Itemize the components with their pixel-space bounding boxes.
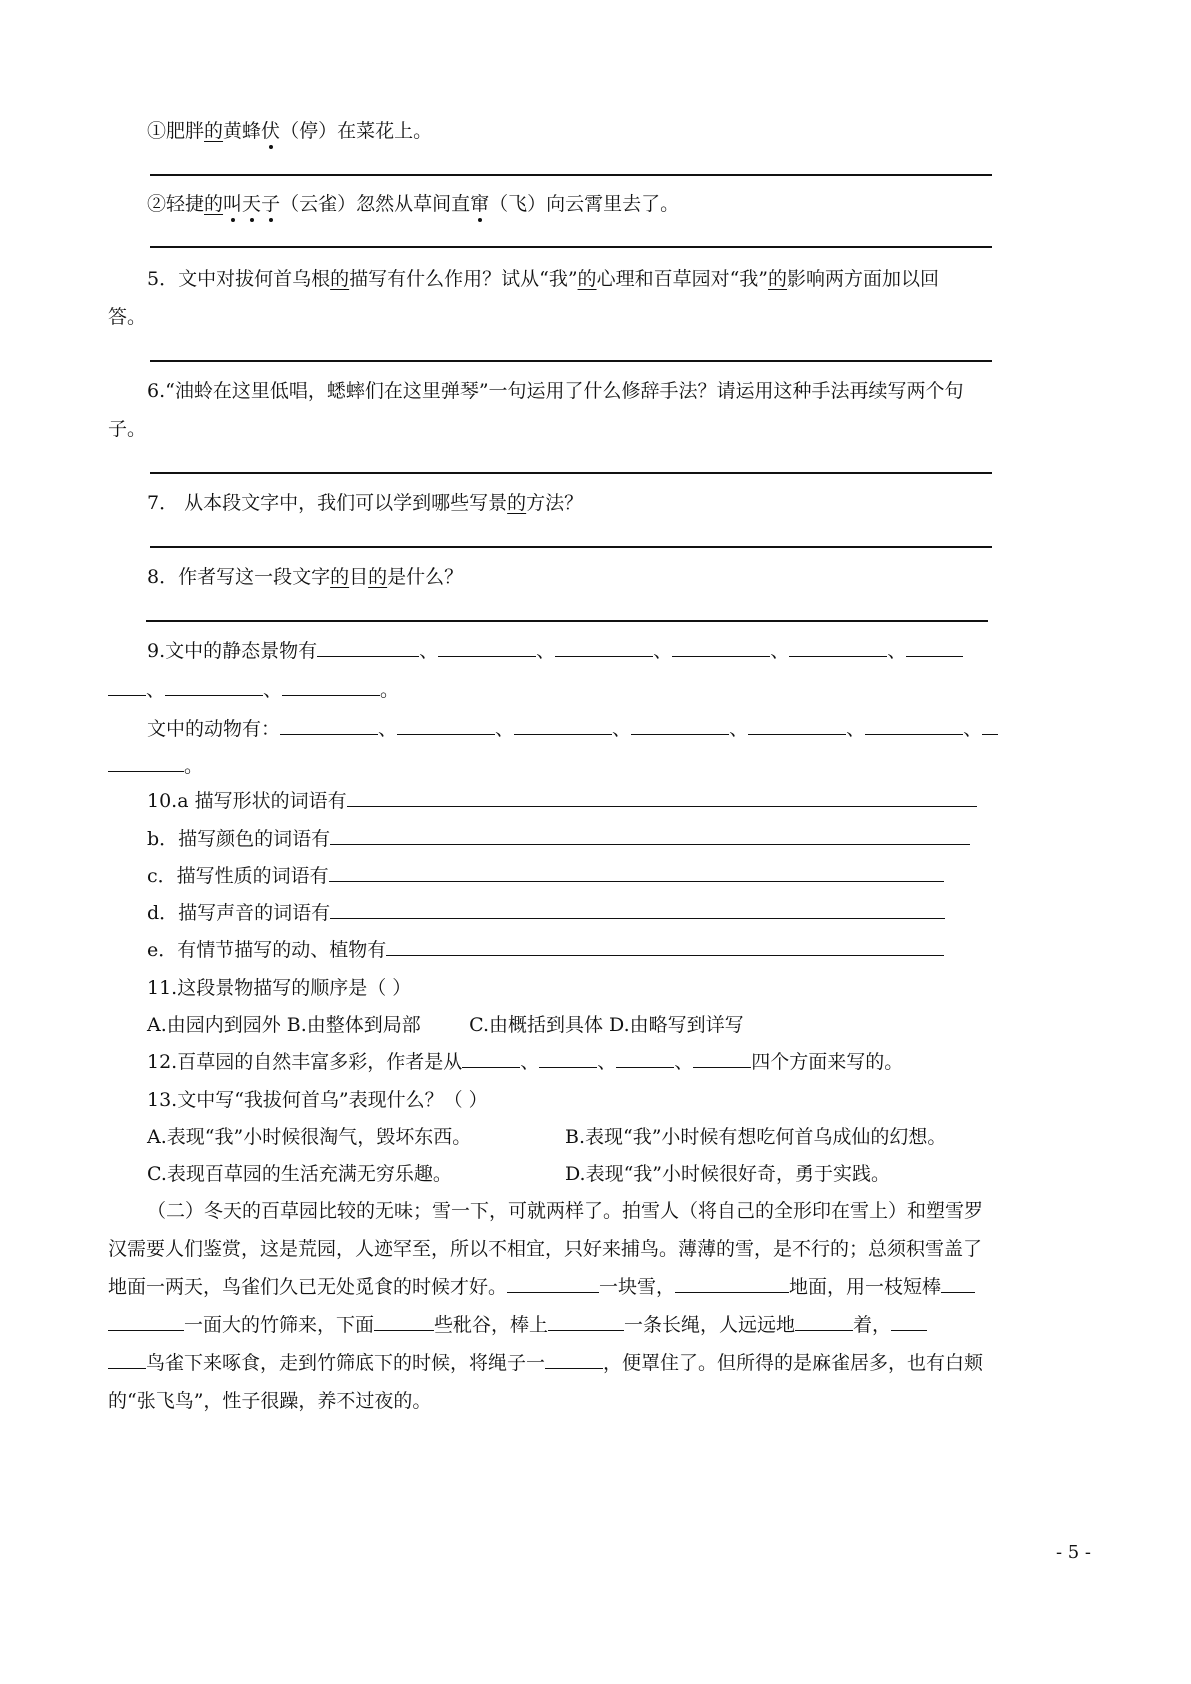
question-5-continued: 答。 (108, 306, 147, 328)
q4-sentence-1: ①肥胖的黄蜂伏（停）在菜花上。 (147, 120, 433, 142)
blank-field[interactable] (555, 638, 653, 657)
question-12: 12.百草园的自然丰富多彩，作者是从 、 、 、 四个方面来写的。 (147, 1051, 904, 1073)
blank-field[interactable] (672, 638, 770, 657)
question-9-animals: 文中的动物有： 、 、 、 、 、 、 (147, 716, 998, 742)
blank-field[interactable] (539, 1049, 597, 1068)
answer-line[interactable] (146, 620, 988, 622)
question-10a: 10.a 描写形状的词语有 (147, 788, 977, 814)
blank-field[interactable] (982, 716, 998, 735)
blank-field[interactable] (280, 716, 378, 735)
passage-2-line-5: 鸟雀下来啄食，走到竹筛底下的时候，将绳子一 ，便罩住了。但所得的是麻雀居多，也有白颊 (108, 1350, 983, 1376)
blank-field[interactable] (693, 1049, 751, 1068)
passage-2-line-3: 地面一两天，鸟雀们久已无处觅食的时候才好。 一块雪， 地面，用一枝短棒 (108, 1274, 975, 1300)
question-9-scenery-continued: 、 、 。 (108, 677, 399, 703)
blank-field[interactable] (438, 638, 536, 657)
question-8: 8．作者写这一段文字的目的是什么？ (147, 566, 464, 588)
passage-2-line-6: 的“张飞鸟”，性子很躁，养不过夜的。 (108, 1390, 432, 1412)
question-9-animals-continued: 。 (108, 753, 203, 779)
question-13-option-d: D.表现“我”小时候很好奇，勇于实践。 (565, 1163, 891, 1185)
blank-field[interactable] (795, 1312, 853, 1331)
question-13-option-a: A.表现“我”小时候很淘气，毁坏东西。 (147, 1126, 472, 1148)
page-number: - 5 - (1055, 1542, 1091, 1563)
question-6: 6.“油蛉在这里低唱，蟋蟀们在这里弹琴”一句运用了什么修辞手法？请运用这种手法再续写两个句 (147, 380, 964, 402)
blank-field[interactable] (548, 1312, 624, 1331)
passage-2-line-1: （二）冬天的百草园比较的无味；雪一下，可就两样了。拍雪人（将自己的全形印在雪上）和塑雪罗 (147, 1200, 984, 1222)
question-10e: e．有情节描写的动、植物有 (147, 937, 944, 963)
blank-field[interactable] (108, 677, 146, 696)
blank-field[interactable] (165, 677, 263, 696)
answer-line[interactable] (150, 246, 992, 248)
blank-field[interactable] (865, 716, 963, 735)
blank-field[interactable] (462, 1049, 520, 1068)
blank-field[interactable] (329, 863, 944, 882)
answer-line[interactable] (150, 546, 992, 548)
question-10c: c．描写性质的词语有 (147, 863, 944, 889)
blank-field[interactable] (108, 753, 184, 772)
blank-field[interactable] (675, 1274, 789, 1293)
blank-field[interactable] (386, 937, 944, 956)
blank-field[interactable] (397, 716, 495, 735)
question-11-options: A.由园内到园外 B.由整体到局部 C.由概括到具体 D.由略写到详写 (147, 1014, 744, 1036)
question-5: 5．文中对拔何首乌根的描写有什么作用？试从“我”的心理和百草园对“我”的影响两方面加以回 (147, 268, 940, 290)
answer-line[interactable] (150, 472, 992, 474)
blank-field[interactable] (941, 1274, 975, 1293)
q4-sentence-2: ②轻捷的叫天子（云雀）忽然从草间直窜（飞）向云霄里去了。 (147, 193, 680, 215)
question-10d: d．描写声音的词语有 (147, 900, 945, 926)
answer-line[interactable] (150, 174, 992, 176)
question-13: 13.文中写“我拔何首乌”表现什么？（ ） (147, 1089, 488, 1111)
blank-field[interactable] (514, 716, 612, 735)
blank-field[interactable] (317, 638, 419, 657)
answer-line[interactable] (150, 360, 992, 362)
blank-field[interactable] (108, 1312, 184, 1331)
passage-2-line-2: 汉需要人们鉴赏，这是荒园，人迹罕至，所以不相宜，只好来捕鸟。薄薄的雪，是不行的；总须积雪盖了 (108, 1238, 983, 1260)
blank-field[interactable] (108, 1350, 146, 1369)
question-13-option-c: C.表现百草园的生活充满无穷乐趣。 (147, 1163, 452, 1185)
blank-field[interactable] (545, 1350, 603, 1369)
question-6-continued: 子。 (108, 418, 147, 440)
question-11: 11.这段景物描写的顺序是（ ） (147, 977, 412, 999)
blank-field[interactable] (748, 716, 846, 735)
blank-field[interactable] (631, 716, 729, 735)
blank-field[interactable] (374, 1312, 434, 1331)
blank-field[interactable] (891, 1312, 927, 1331)
question-7: 7． 从本段文字中，我们可以学到哪些写景的方法？ (147, 492, 584, 514)
passage-2-line-4: 一面大的竹筛来，下面 些秕谷，棒上 一条长绳，人远远地 着， (108, 1312, 927, 1338)
blank-field[interactable] (330, 900, 945, 919)
question-10b: b．描写颜色的词语有 (147, 826, 970, 852)
blank-field[interactable] (330, 826, 970, 845)
blank-field[interactable] (282, 677, 380, 696)
question-13-option-b: B.表现“我”小时候有想吃何首乌成仙的幻想。 (565, 1126, 947, 1148)
blank-field[interactable] (789, 638, 887, 657)
question-9-scenery: 9.文中的静态景物有 、 、 、 、 、 (147, 638, 963, 664)
blank-field[interactable] (616, 1049, 674, 1068)
blank-field[interactable] (906, 638, 963, 657)
blank-field[interactable] (347, 788, 977, 807)
blank-field[interactable] (507, 1274, 599, 1293)
